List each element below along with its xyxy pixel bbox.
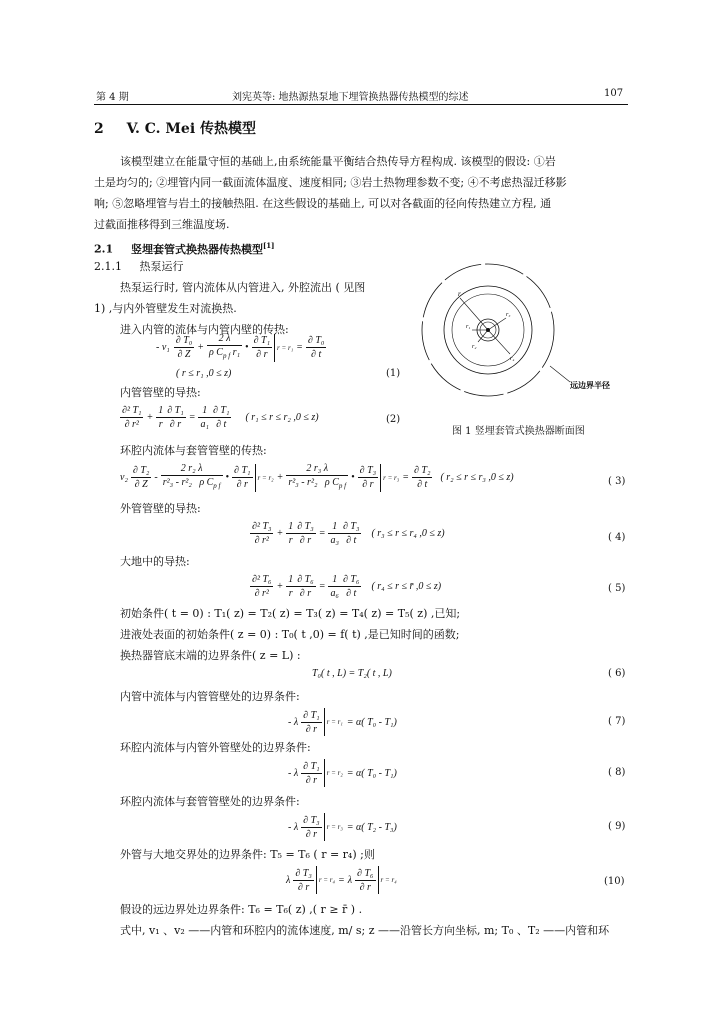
equation-2-domain: ( r₁ ≤ r ≤ r₂ ,0 ≤ z) — [245, 412, 319, 423]
label-inner-wall: 内管管壁的导热: — [120, 386, 201, 399]
equation-3: v₂ $\frac{\text{∂ T₂}}{\partial Z}$ - $\frac{\text{2 r₂ λ}}{r^2_3 - r^2_2 \rho C_{p f}}$ • $\frac{\text{∂ T₁}}{\partial r}$ r = r₂ + $\frac{\text{2 r₃ λ}}{r^2_3 - r^2_2 \rho C_{p f}}$ • $\frac{\text{∂ T₃}}{\partial r}$ r = r₃ = $\frac{\text{∂ T₂}}{\partial t}$ ( r₂ ≤ r ≤ r₃ ,0 ≤ z) — [120, 463, 514, 490]
far-label-leader — [550, 366, 570, 382]
subsubsection-number: 2.1.1 — [94, 260, 122, 273]
subsection-number: 2.1 — [94, 242, 114, 256]
section-number: 2 — [94, 121, 104, 137]
equation-4-number: ( 4) — [608, 532, 626, 543]
equation-6: T₀( t , L) = T₂( t , L) — [312, 668, 392, 679]
equation-4-domain: ( r₃ ≤ r ≤ r₄ ,0 ≤ z) — [371, 528, 445, 539]
figure-1-diagram — [410, 258, 630, 418]
issue-label: 第 4 期 — [96, 92, 129, 103]
notation-line: 式中, v₁ 、v₂ ——内管和环腔内的流体速度, m/ s; z ——沿管长方向坐标, m; T₀ 、T₂ ——内管和环 — [120, 924, 610, 937]
equation-5-domain: ( r₄ ≤ r ≤ r̄ ,0 ≤ z) — [371, 581, 442, 592]
bottom-boundary-label: 换热器管底末端的边界条件( z = L) : — [120, 649, 301, 662]
intro-line-3: 响; ⑤忽略埋管与岩土的接触热阻. 在这些假设的基础上, 可以对各截面的径向传热建立方程, 通 — [94, 197, 552, 210]
equation-8-rhs: = α( T₀ - T₁) — [346, 767, 397, 779]
equation-2-number: (2) — [386, 414, 401, 425]
label-r1: r₁ — [466, 324, 471, 330]
page-number: 107 — [604, 88, 624, 99]
intro-line-1: 该模型建立在能量守恒的基础上,由系统能量平衡结合热传导方程构成. 该模型的假设: ①岩 — [120, 155, 556, 168]
equation-3-number: ( 3) — [608, 476, 626, 487]
far-boundary-condition: 假设的远边界处边界条件: T₆ = T₆( z) ,( r ≥ r̄ ) . — [120, 903, 363, 916]
para-left-1: 热泵运行时, 管内流体从内管进入, 外腔流出 ( 见图 — [120, 281, 366, 294]
figure-1-caption: 图 1 竖埋套管式换热器断面图 — [452, 426, 585, 437]
section-heading — [94, 118, 256, 138]
equation-8-number: ( 8) — [608, 767, 626, 778]
subsubsection-heading — [94, 257, 184, 277]
bc-inner-label: 内管中流体与内管管壁处的边界条件: — [120, 690, 300, 703]
subsection-ref: [1] — [262, 241, 275, 250]
bc-outer-label: 外管与大地交界处的边界条件: T₅ = T₆ ( r = r₄) ;则 — [120, 848, 375, 861]
equation-8: - λ $\frac{\text{∂ T₁}}{\partial r}$ r = r₂ = α( T₀ - T₁) — [288, 760, 397, 786]
running-title: 刘宪英等: 地热源热泵地下埋管换热器传热模型的综述 — [232, 92, 469, 103]
label-r2: r₂ — [472, 344, 477, 350]
equation-1-number: (1) — [386, 368, 401, 379]
subsection-title: 竖埋套管式换热器传热模型 — [130, 242, 263, 256]
equation-2: $\frac{\text{∂² T₁}}{\text{∂ r²}}$ + $\frac{1}{r}$ $\frac{\text{∂ T₁}}{\partial r}$ = $\frac{1}{\text{a₁}}$ $\frac{\text{∂ T₁}}{\partial t}$ ( r₁ ≤ r ≤ r₂ ,0 ≤ z) — [122, 405, 319, 430]
label-inner-fluid: 进入内管的流体与内管内壁的传热: — [120, 323, 289, 336]
equation-7-number: ( 7) — [608, 716, 626, 727]
header-rule — [94, 104, 628, 105]
label-ground: 大地中的导热: — [120, 555, 190, 568]
equation-9-number: ( 9) — [608, 821, 626, 832]
equation-1-domain: ( r ≤ r₁ ,0 ≤ z) — [176, 368, 232, 379]
label-r: r — [458, 290, 461, 298]
subsubsection-title: 热泵运行 — [139, 260, 184, 273]
label-outer-wall: 外管管壁的导热: — [120, 502, 201, 515]
equation-4: $\frac{\text{∂² T₃}}{\text{∂ r²}}$ + $\frac{1}{r}$ $\frac{\text{∂ T₃}}{\partial r}$ = $\frac{1}{\text{a₃}}$ $\frac{\text{∂ T₃}}{\partial t}$ ( r₃ ≤ r ≤ r₄ ,0 ≤ z) — [252, 521, 445, 546]
equation-1: - v₁ $\frac{\text{∂ T₀}}{\partial Z}$ + $\frac{2 \lambda}{\rho C_{p f} r_1}$ • $\frac{\text{∂ T₁}}{\partial r}$ r = r₁ = $\frac{\text{∂ T₀}}{\partial t}$ — [156, 333, 325, 360]
label-r4: r₄ — [510, 356, 515, 362]
label-annulus-fluid: 环腔内流体与套管管壁的传热: — [120, 444, 267, 457]
radius-line-r3 — [488, 318, 506, 330]
intro-line-2: 土是均匀的; ②埋管内同一截面流体温度、速度相同; ③岩土热物理参数不变; ④不考虑热湿迁移影 — [94, 176, 567, 189]
label-r3: r₃ — [506, 312, 511, 318]
section-title: V. C. Mei 传热模型 — [126, 121, 257, 137]
radius-line-r4 — [488, 330, 510, 354]
equation-6-number: ( 6) — [608, 668, 626, 679]
equation-5-number: ( 5) — [608, 583, 626, 594]
equation-10-number: (10) — [604, 876, 625, 887]
bc-annulus-inner-label: 环腔内流体与内管外管壁处的边界条件: — [120, 741, 311, 754]
equation-10: λ $\frac{\text{∂ T₃}}{\partial r}$ r = r₄ = λ $\frac{\text{∂ T₆}}{\partial r}$ r = r₄ — [286, 867, 397, 893]
equation-7: - λ $\frac{\text{∂ T₁}}{\partial r}$ r = r₁ = α( T₀ - T₁) — [288, 709, 397, 735]
bc-annulus-casing-label: 环腔内流体与套管管壁处的边界条件: — [120, 795, 300, 808]
intro-line-4: 过截面推移得到三维温度场. — [94, 218, 230, 231]
initial-condition: 初始条件( t = 0) : T₁( z) = T₂( z) = T₃( z) = T₄( z) = T₅( z) ,已知; — [120, 607, 461, 620]
inlet-initial-condition: 进液处表面的初始条件( z = 0) : T₀( t ,0) = f( t) ,是已知时间的函数; — [120, 628, 460, 641]
para-left-2: 1) ,与内外管壁发生对流换热. — [94, 302, 237, 315]
equation-5: $\frac{\text{∂² T₆}}{\text{∂ r²}}$ + $\frac{1}{r}$ $\frac{\text{∂ T₆}}{\partial r}$ = $\frac{1}{\text{a₆}}$ $\frac{\text{∂ T₆}}{\partial t}$ ( r₄ ≤ r ≤ r̄ ,0 ≤ z) — [252, 574, 442, 599]
equation-3-domain: ( r₂ ≤ r ≤ r₃ ,0 ≤ z) — [440, 472, 514, 483]
radius-line-r — [460, 298, 488, 330]
far-boundary-label: 远边界半径 — [570, 381, 610, 390]
equation-9: - λ $\frac{\text{∂ T₃}}{\partial r}$ r = r₃ = α( T₂ - T₃) — [288, 814, 397, 840]
equation-7-rhs: = α( T₀ - T₁) — [346, 716, 397, 728]
equation-9-rhs: = α( T₂ - T₃) — [346, 821, 397, 833]
